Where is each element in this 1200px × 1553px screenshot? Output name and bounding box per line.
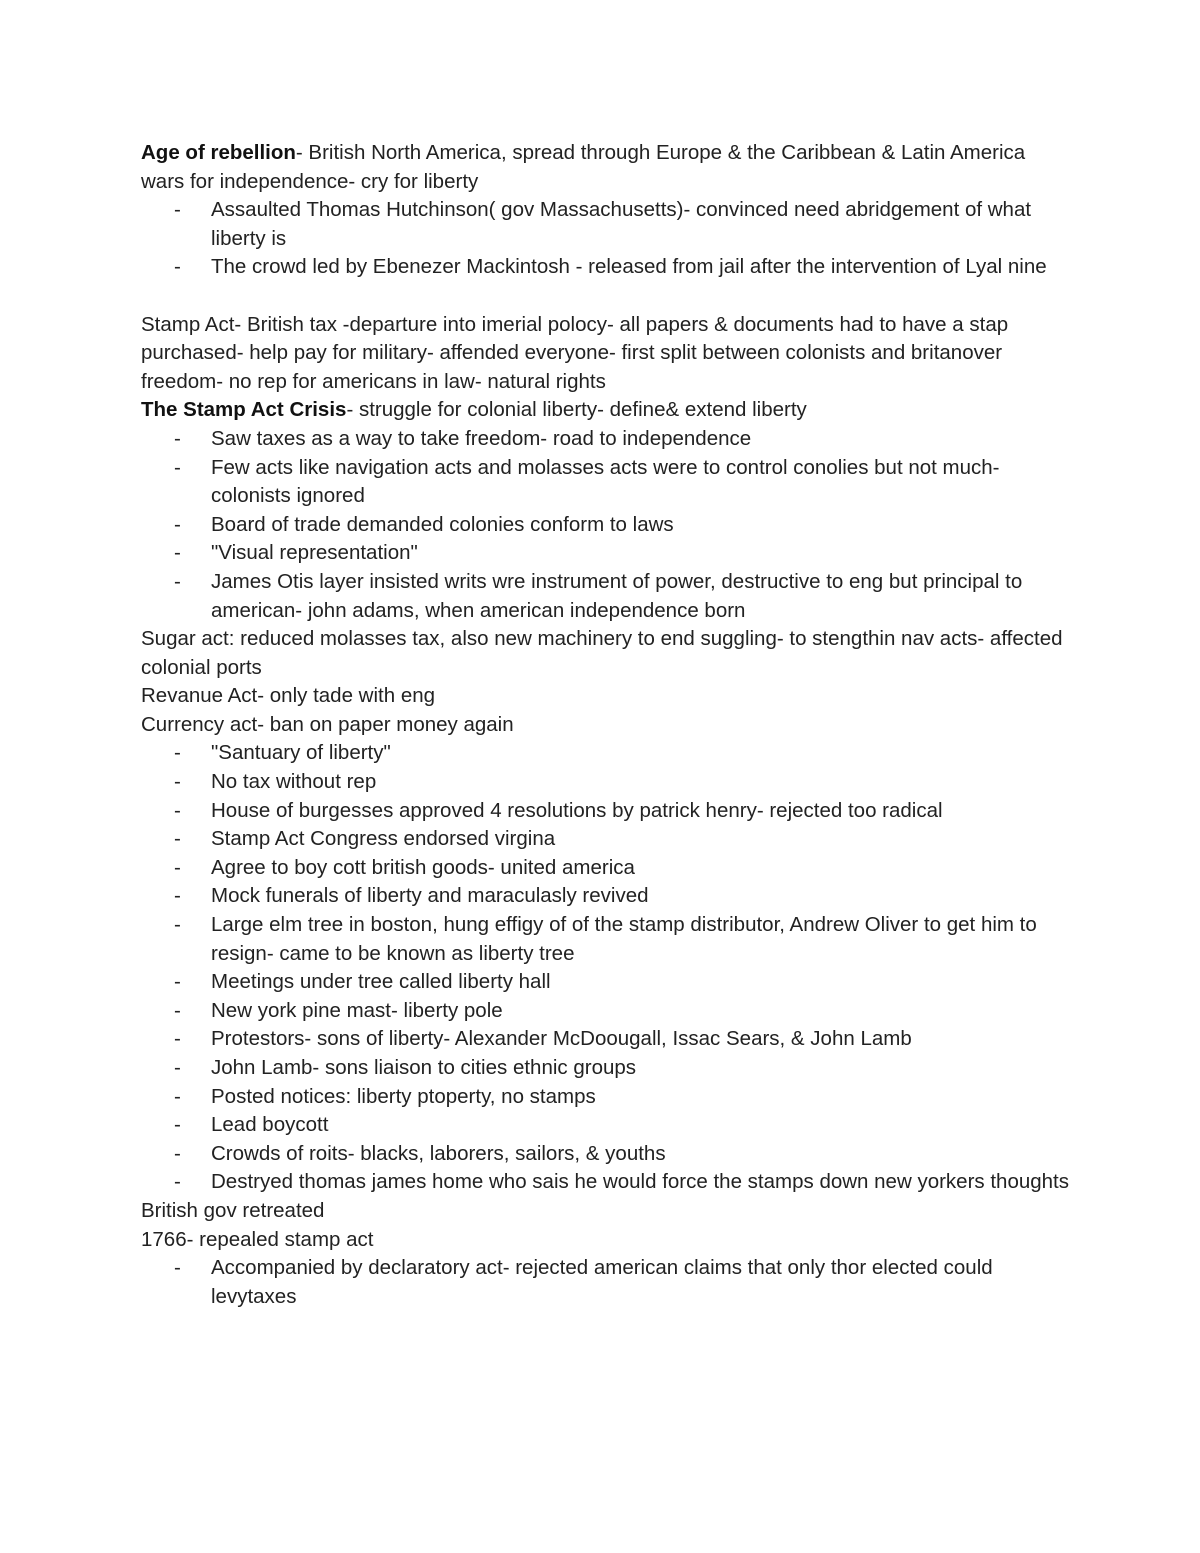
list-item	[141, 768, 1071, 797]
age-of-rebellion-paragraph	[141, 139, 1071, 196]
stamp-act-crisis-list	[141, 425, 1071, 625]
dash-bullet: -	[174, 1084, 181, 1108]
list-item	[141, 253, 1071, 282]
stamp-act-crisis-paragraph	[141, 396, 1071, 425]
age-of-rebellion-heading: Age of rebellion	[141, 141, 296, 164]
dash-bullet: -	[174, 741, 181, 765]
dash-bullet: -	[174, 569, 181, 593]
list-item-text: House of burgesses approved 4 resolutions by patrick henry- rejected too radical	[211, 798, 943, 822]
stamp-act-crisis-heading: The Stamp Act Crisis	[141, 398, 347, 422]
list-item	[141, 511, 1071, 540]
list-item	[141, 739, 1071, 768]
dash-bullet: -	[174, 884, 181, 908]
dash-bullet: -	[174, 512, 181, 536]
dash-bullet: -	[174, 970, 181, 994]
list-item	[141, 454, 1071, 511]
dash-bullet: -	[174, 798, 181, 822]
list-item-text: Stamp Act Congress endorsed virgina	[211, 827, 556, 851]
dash-bullet: -	[174, 1170, 181, 1194]
list-item-text: James Otis layer insisted writs wre instrument of power, destructive to eng but principal to american- john adams, when american independence born	[211, 569, 1023, 622]
list-item	[141, 539, 1071, 568]
dash-bullet: -	[174, 913, 181, 937]
list-item	[141, 1254, 1071, 1311]
list-item-text: Agree to boy cott british goods- united america	[211, 855, 635, 879]
list-item	[141, 1083, 1071, 1112]
list-item	[141, 911, 1071, 968]
stamp-act-crisis-text: - struggle for colonial liberty- define& extend liberty	[346, 398, 807, 422]
dash-bullet: -	[174, 1113, 181, 1137]
list-item-text: Meetings under tree called liberty hall	[211, 970, 551, 994]
age-of-rebellion-text: - British North America, spread through Europe & the Caribbean & Latin America wars for independence- cry for liberty	[141, 141, 1026, 193]
document-page	[141, 139, 1071, 1311]
dash-bullet: -	[174, 1141, 181, 1165]
list-item-text: Large elm tree in boston, hung effigy of of the stamp distributor, Andrew Oliver to get him to resign- came to be known as liberty tree	[211, 913, 1037, 965]
currency-act-paragraph: Currency act- ban on paper money again	[141, 712, 514, 736]
paragraph-gap	[141, 282, 1071, 311]
list-item-text: Protestors- sons of liberty- Alexander McDoougall, Issac Sears, & John Lamb	[211, 1027, 912, 1051]
list-item	[141, 196, 1071, 253]
list-item	[141, 425, 1071, 454]
age-of-rebellion-list	[141, 196, 1071, 282]
dash-bullet: -	[174, 541, 181, 565]
dash-bullet: -	[174, 198, 181, 222]
dash-bullet: -	[174, 1256, 181, 1280]
list-item-text: No tax without rep	[211, 770, 377, 794]
list-item-text: New york pine mast- liberty pole	[211, 998, 503, 1022]
dash-bullet: -	[174, 855, 181, 879]
dash-bullet: -	[174, 1027, 181, 1051]
list-item-text: The crowd led by Ebenezer Mackintosh - released from jail after the intervention of Lyal nine	[211, 255, 1047, 279]
currency-act-list	[141, 739, 1071, 1197]
list-item	[141, 568, 1071, 625]
list-item-text: "Santuary of liberty"	[211, 741, 391, 765]
list-item-text: Lead boycott	[211, 1113, 329, 1137]
list-item	[141, 825, 1071, 854]
dash-bullet: -	[174, 1056, 181, 1079]
list-item	[141, 1054, 1071, 1083]
dash-bullet: -	[174, 455, 181, 479]
list-item	[141, 854, 1071, 883]
stamp-act-paragraph: Stamp Act- British tax -departure into imerial polocy- all papers & documents had to have a stap purchased- help pay for military- affended everyone- first split between colonists and britanover freedom- no rep for americans in law- natural rights	[141, 312, 1009, 393]
dash-bullet: -	[174, 255, 181, 279]
revenue-act-paragraph: Revanue Act- only tade with eng	[141, 684, 436, 708]
list-item-text: Assaulted Thomas Hutchinson( gov Massachusetts)- convinced need abridgement of what liberty is	[211, 198, 1032, 250]
list-item-text: Saw taxes as a way to take freedom- road to independence	[211, 426, 752, 450]
dash-bullet: -	[174, 770, 181, 794]
list-item-text: Board of trade demanded colonies conform to laws	[211, 512, 674, 536]
list-item-text: Accompanied by declaratory act- rejected american claims that only thor elected could levytaxes	[211, 1256, 993, 1308]
sugar-act-paragraph: Sugar act: reduced molasses tax, also new machinery to end suggling- to stengthin nav acts- affected colonial ports	[141, 627, 1063, 679]
dash-bullet: -	[174, 998, 181, 1022]
list-item-text: Crowds of roits- blacks, laborers, sailors, & youths	[211, 1141, 666, 1165]
list-item	[141, 1168, 1071, 1197]
dash-bullet: -	[174, 426, 181, 450]
list-item-text: Few acts like navigation acts and molasses acts were to control conolies but not much- colonists ignored	[211, 455, 1000, 508]
list-item-text: John Lamb- sons liaison to cities ethnic groups	[211, 1056, 637, 1079]
british-gov-paragraph: British gov retreated	[141, 1198, 325, 1222]
list-item-text: Posted notices: liberty ptoperty, no stamps	[211, 1084, 596, 1108]
list-item	[141, 997, 1071, 1026]
list-item	[141, 1025, 1071, 1054]
list-item	[141, 882, 1071, 911]
dash-bullet: -	[174, 827, 181, 851]
list-item	[141, 1140, 1071, 1169]
list-item-text: Destryed thomas james home who sais he would force the stamps down new yorkers thoughts	[211, 1170, 1069, 1194]
list-item	[141, 1111, 1071, 1140]
list-item	[141, 797, 1071, 826]
repealed-paragraph: 1766- repealed stamp act	[141, 1227, 374, 1251]
list-item-text: "Visual representation"	[211, 541, 418, 565]
list-item-text: Mock funerals of liberty and maraculasly revived	[211, 884, 649, 908]
list-item	[141, 968, 1071, 997]
repealed-list	[141, 1254, 1071, 1311]
